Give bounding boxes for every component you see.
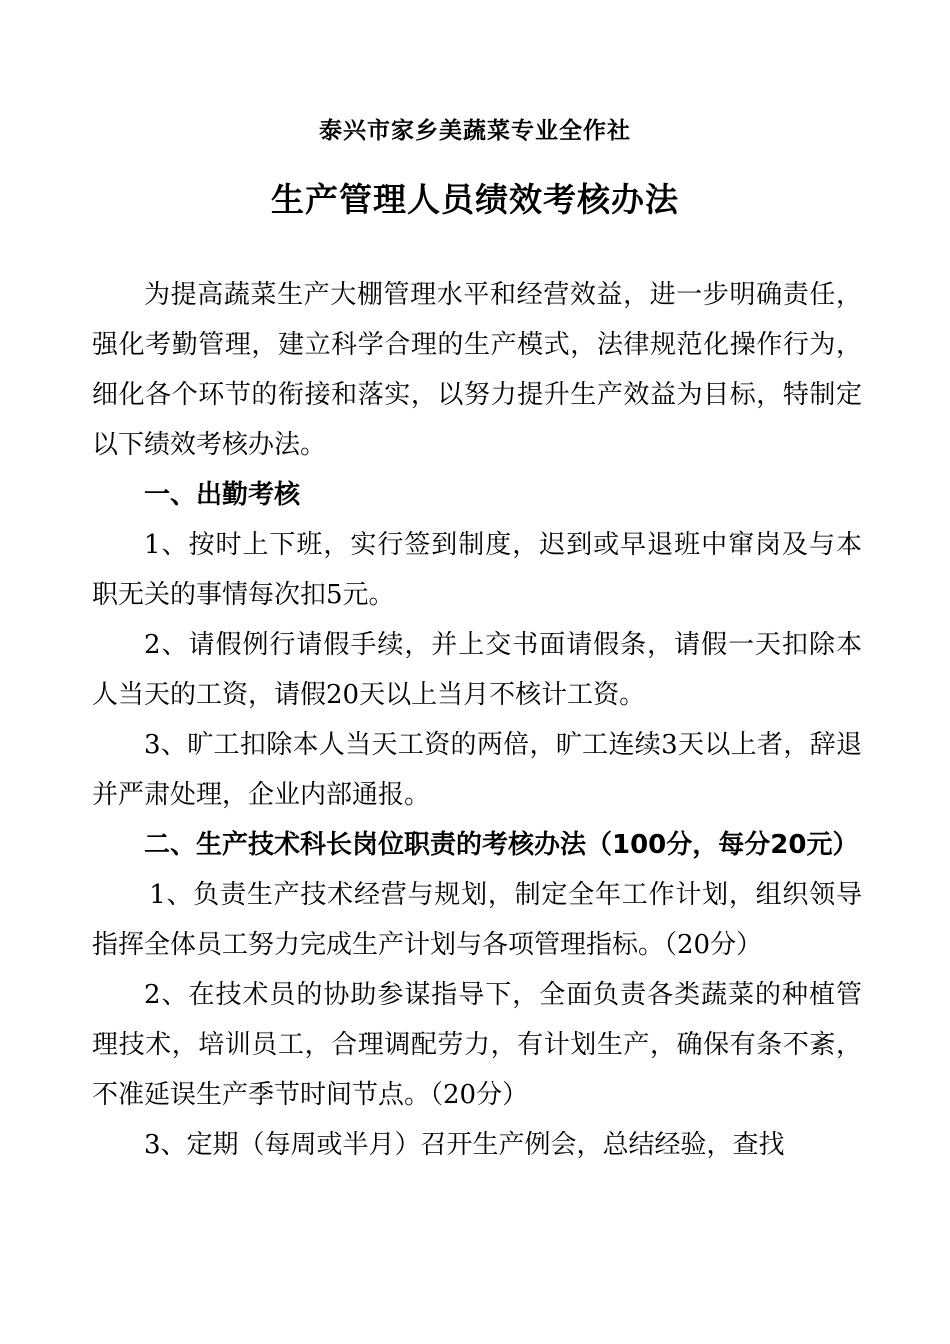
document-title: 生产管理人员绩效考核办法	[271, 180, 679, 219]
section-heading-tech-chief: 二、生产技术科长岗位职责的考核办法（100分，每分20元）	[144, 830, 859, 860]
attendance-item-1: 1、按时上下班，实行签到制度，迟到或早退班中窜岗及与本职无关的事情每次扣5元。	[92, 530, 862, 610]
tech-chief-item-3: 3、定期（每周或半月）召开生产例会，总结经验，查找	[144, 1130, 785, 1160]
attendance-item-2: 2、请假例行请假手续，并上交书面请假条，请假一天扣除本人当天的工资，请假20天以上当月不核计工资。	[92, 630, 862, 710]
attendance-item-3: 3、旷工扣除本人当天工资的两倍，旷工连续3天以上者，辞退并严肃处理，企业内部通报。	[92, 730, 862, 810]
section-heading-attendance: 一、出勤考核	[144, 480, 301, 510]
tech-chief-item-2: 2、在技术员的协助参谋指导下，全面负责各类蔬菜的种植管理技术，培训员工，合理调配劳力，有计划生产，确保有条不紊，不准延误生产季节时间节点。（20分）	[92, 980, 862, 1110]
tech-chief-item-1: 1、负责生产技术经营与规划，制定全年工作计划，组织领导指挥全体员工努力完成生产计划与各项管理指标。（20分）	[92, 880, 862, 960]
organization-name: 泰兴市家乡美蔬菜专业全作社	[319, 118, 631, 144]
document-body	[92, 270, 862, 1170]
intro-paragraph: 为提高蔬菜生产大棚管理水平和经营效益，进一步明确责任，强化考勤管理，建立科学合理的生产模式，法律规范化操作行为，细化各个环节的衔接和落实，以努力提升生产效益为目标，特制定以下绩效考核办法。	[92, 280, 862, 460]
